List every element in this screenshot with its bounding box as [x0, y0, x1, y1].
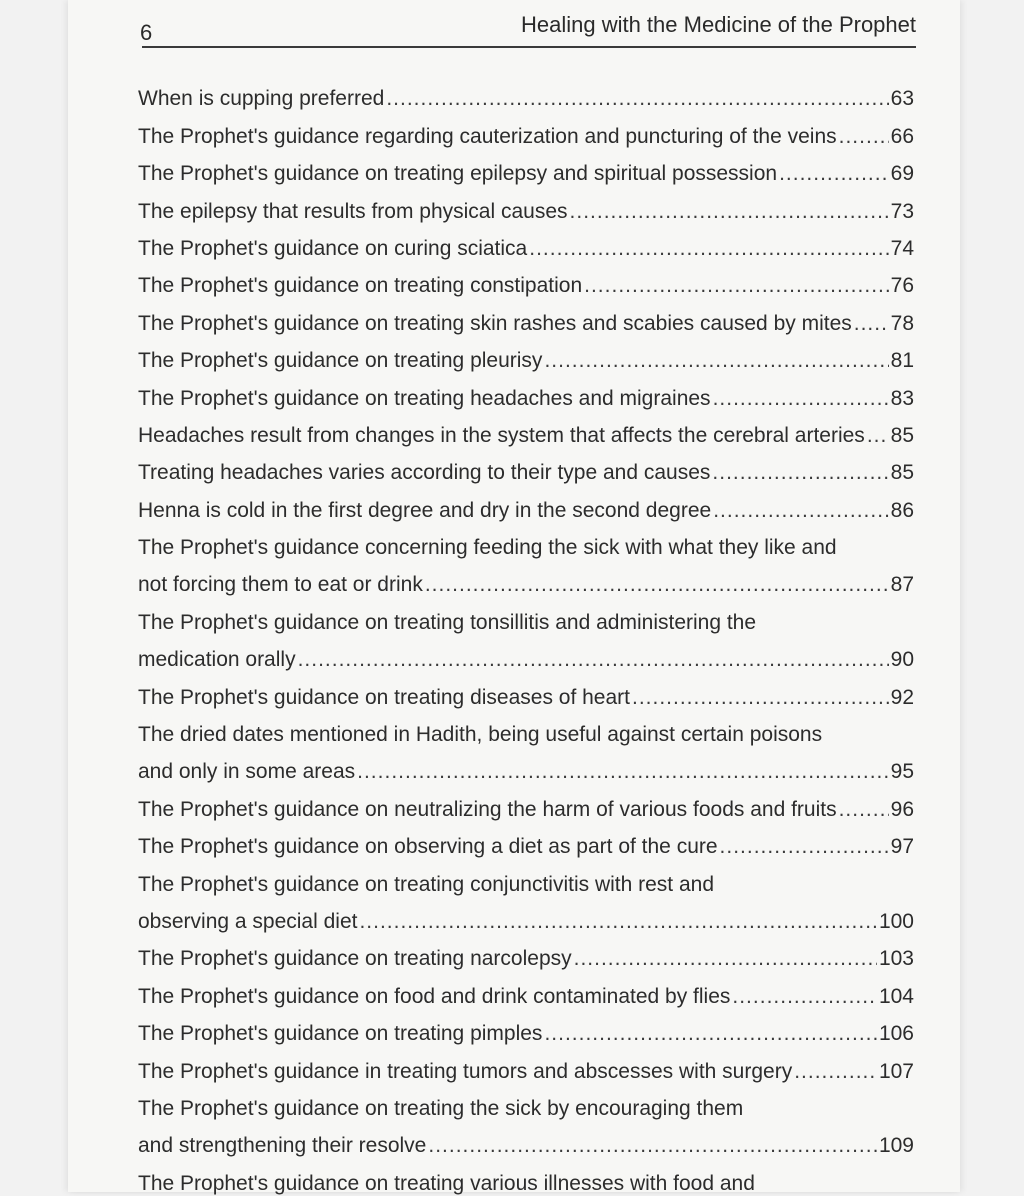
- toc-page-number: 74: [890, 236, 914, 260]
- book-page: [68, 0, 960, 1195]
- toc-page-number: 83: [890, 386, 914, 410]
- dot-leader: [529, 237, 888, 261]
- dot-leader: [854, 312, 889, 336]
- toc-entry-title: The Prophet's guidance on neutralizing the harm of various foods and fruits: [138, 797, 837, 821]
- dot-leader: [720, 835, 889, 859]
- toc-entry: [138, 261, 914, 298]
- dot-leader: [544, 349, 888, 373]
- dot-leader: [425, 573, 889, 597]
- toc-entry-title: The dried dates mentioned in Hadith, being useful against certain poisons: [138, 723, 823, 747]
- toc-entry-title: Henna is cold in the first degree and dry in the second degree: [138, 498, 712, 522]
- toc-entry-title: The Prophet's guidance on treating tonsillitis and administering the: [138, 610, 757, 634]
- dot-leader: [357, 760, 889, 784]
- toc-entry: [138, 373, 914, 410]
- toc-page-number: 95: [890, 760, 914, 784]
- toc-entry-title: The Prophet's guidance on treating narcolepsy: [138, 947, 572, 971]
- running-title: Healing with the Medicine of the Prophet: [520, 12, 916, 37]
- toc-entry-title: and only in some areas: [138, 760, 356, 784]
- toc-page-number: 78: [890, 311, 914, 335]
- toc-entry-title: Headaches result from changes in the system that affects the cerebral arteries: [138, 423, 865, 447]
- dot-leader: [359, 910, 876, 934]
- toc-entry: [138, 1121, 914, 1158]
- dot-leader: [839, 125, 889, 149]
- toc-entry-title: Treating headaches varies according to their type and causes: [138, 461, 711, 485]
- toc-entry-title: The epilepsy that results from physical causes: [138, 199, 568, 223]
- toc-entry: [138, 74, 914, 111]
- dot-leader: [867, 424, 889, 448]
- toc-entry-title: not forcing them to eat or drink: [138, 573, 423, 597]
- toc-page-number: 103: [878, 947, 914, 971]
- toc-entry-title: and strengthening their resolve: [138, 1134, 427, 1158]
- toc-entry-title: The Prophet's guidance on treating skin rashes and scabies caused by mites: [138, 311, 852, 335]
- toc-entry: [138, 560, 914, 597]
- toc-page-number: 85: [890, 461, 914, 485]
- dot-leader: [712, 461, 888, 485]
- toc-entry: [138, 111, 914, 148]
- toc-entry: [138, 336, 914, 373]
- toc-entry: [138, 747, 914, 784]
- toc-page-number: 66: [890, 124, 914, 148]
- table-of-contents: [138, 74, 914, 1196]
- dot-leader: [713, 387, 889, 411]
- header-rule: [142, 46, 916, 48]
- dot-leader: [386, 87, 888, 111]
- toc-entry: [138, 485, 914, 522]
- toc-page-number: 69: [890, 162, 914, 186]
- dot-leader: [632, 686, 889, 710]
- toc-page-number: 109: [878, 1134, 914, 1158]
- toc-entry-line: [138, 597, 914, 634]
- dot-leader: [779, 162, 889, 186]
- toc-entry-title: The Prophet's guidance regarding cauterization and puncturing of the veins: [138, 124, 837, 148]
- toc-entry-title: The Prophet's guidance on treating the sick by encouraging them: [138, 1096, 744, 1120]
- toc-entry: [138, 224, 914, 261]
- toc-entry: [138, 635, 914, 672]
- toc-entry-title: The Prophet's guidance on treating diseases of heart: [138, 685, 630, 709]
- dot-leader: [544, 1022, 877, 1046]
- dot-leader: [794, 1060, 877, 1084]
- toc-entry-title: The Prophet's guidance on food and drink contaminated by flies: [138, 984, 731, 1008]
- toc-entry-title: medication orally: [138, 648, 296, 672]
- toc-entry-title: When is cupping preferred: [138, 87, 385, 111]
- toc-entry: [138, 1009, 914, 1046]
- toc-entry: [138, 822, 914, 859]
- toc-page-number: 96: [890, 797, 914, 821]
- dot-leader: [713, 499, 888, 523]
- dot-leader: [839, 798, 889, 822]
- toc-page-number: 63: [890, 87, 914, 111]
- dot-leader: [428, 1134, 877, 1158]
- toc-entry-title: The Prophet's guidance on treating headaches and migraines: [138, 386, 711, 410]
- toc-page-number: 76: [890, 274, 914, 298]
- dot-leader: [298, 648, 889, 672]
- toc-entry: [138, 149, 914, 186]
- toc-entry-title: The Prophet's guidance on treating pleurisy: [138, 349, 543, 373]
- toc-page-number: 107: [878, 1059, 914, 1083]
- toc-entry-title: The Prophet's guidance on treating pimples: [138, 1022, 543, 1046]
- toc-entry: [138, 784, 914, 821]
- toc-page-number: 87: [890, 573, 914, 597]
- toc-entry: [138, 934, 914, 971]
- toc-page-number: 92: [890, 685, 914, 709]
- toc-page-number: 73: [890, 199, 914, 223]
- toc-page-number: 104: [878, 984, 914, 1008]
- toc-page-number: 81: [890, 349, 914, 373]
- toc-entry-line: [138, 523, 914, 560]
- toc-entry-title: The Prophet's guidance concerning feeding the sick with what they like and: [138, 536, 837, 560]
- page-number: 6: [140, 20, 153, 45]
- toc-entry-title: The Prophet's guidance on observing a diet as part of the cure: [138, 835, 718, 859]
- toc-page-number: 90: [890, 648, 914, 672]
- dot-leader: [732, 985, 877, 1009]
- page-header: [140, 8, 916, 48]
- toc-entry: [138, 897, 914, 934]
- dot-leader: [574, 947, 877, 971]
- toc-entry-title: The Prophet's guidance on treating various illnesses with food and: [138, 1171, 755, 1195]
- toc-entry: [138, 186, 914, 223]
- toc-entry-line: [138, 1084, 914, 1121]
- toc-entry: [138, 672, 914, 709]
- toc-page-number: 86: [890, 498, 914, 522]
- toc-entry: [138, 298, 914, 335]
- toc-entry: [138, 411, 914, 448]
- toc-entry-title: The Prophet's guidance on curing sciatica: [138, 236, 528, 260]
- dot-leader: [570, 200, 889, 224]
- toc-entry-line: [138, 1158, 914, 1195]
- toc-entry: [138, 971, 914, 1008]
- dot-leader: [584, 274, 889, 298]
- toc-entry-line: [138, 859, 914, 896]
- toc-entry-line: [138, 710, 914, 747]
- toc-entry-title: The Prophet's guidance on treating epilepsy and spiritual possession: [138, 162, 778, 186]
- toc-entry-title: The Prophet's guidance in treating tumors and abscesses with surgery: [138, 1059, 793, 1083]
- toc-entry-title: The Prophet's guidance on treating constipation: [138, 274, 583, 298]
- toc-page-number: 100: [878, 909, 914, 933]
- toc-entry-title: The Prophet's guidance on treating conjunctivitis with rest and: [138, 872, 715, 896]
- toc-page-number: 97: [890, 835, 914, 859]
- toc-page-number: 106: [878, 1022, 914, 1046]
- toc-entry: [138, 1046, 914, 1083]
- toc-page-number: 85: [890, 423, 914, 447]
- toc-entry-title: observing a special diet: [138, 909, 358, 933]
- toc-entry: [138, 448, 914, 485]
